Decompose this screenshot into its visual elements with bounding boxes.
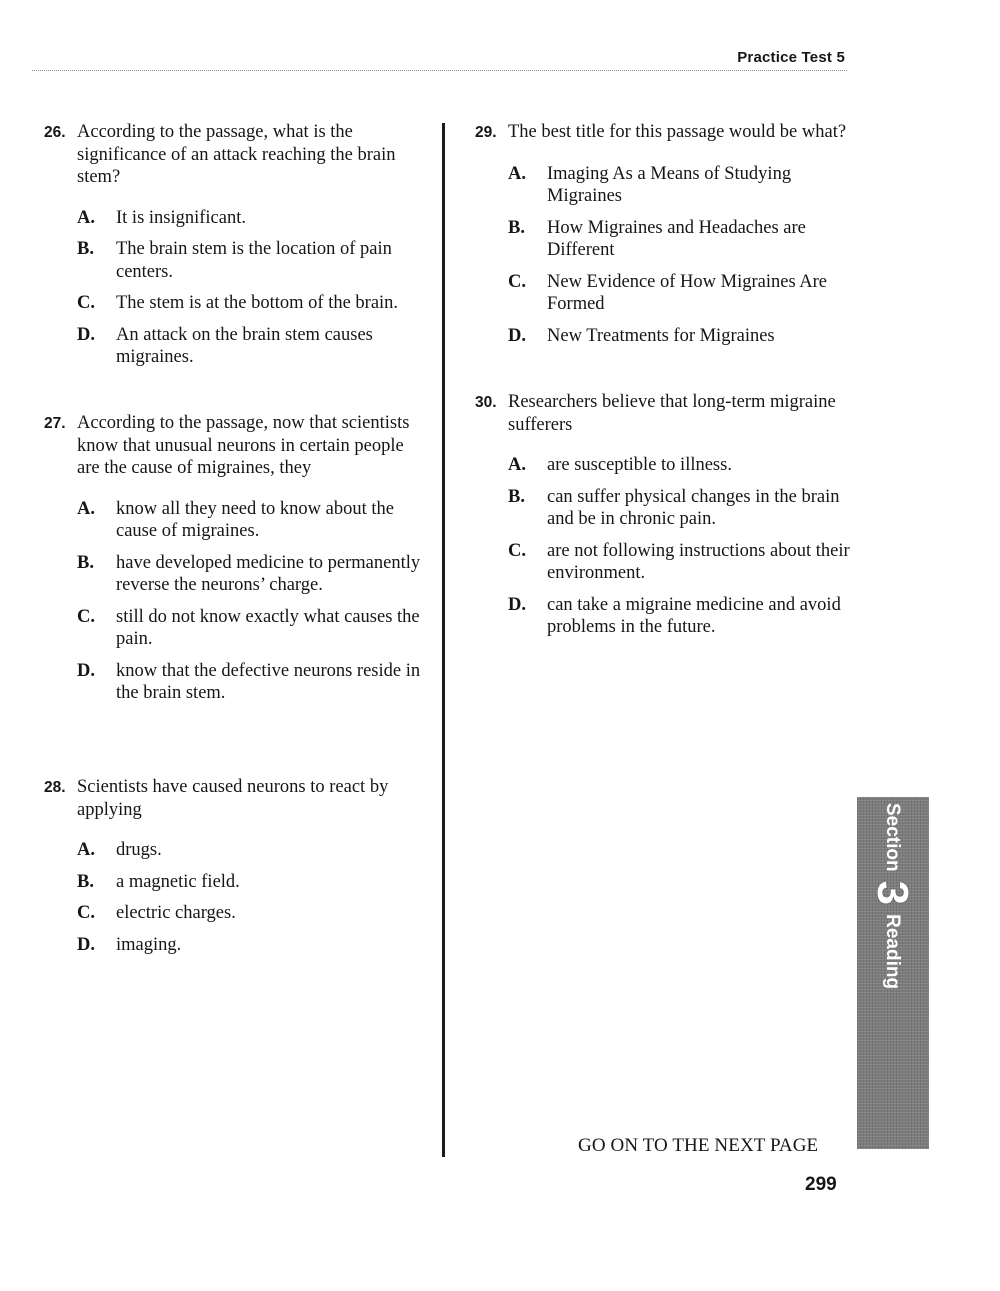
option-text: New Evidence of How Migraines Are Formed [547,271,827,314]
answer-option-d [508,325,855,348]
option-text: Imaging As a Means of Studying Migraines [547,163,792,206]
option-text: An attack on the brain stem causes migraines. [116,324,373,367]
answer-option-a [77,839,424,862]
answer-options [475,454,855,639]
option-text: drugs. [116,840,162,860]
option-letter: A. [77,207,95,228]
question-stem: Researchers believe that long-term migraine sufferers [508,392,836,435]
section-tab [857,797,929,1149]
question-29 [475,121,855,356]
option-text: are not following instructions about their environment. [547,540,850,583]
option-letter: B. [77,871,94,892]
answer-option-a [77,207,424,230]
answer-options [44,207,424,369]
answer-option-b [77,238,424,283]
question-number: 30. [475,394,497,411]
option-letter: D. [508,594,526,615]
option-letter: D. [77,934,95,955]
answer-option-a [77,498,424,543]
answer-options [44,839,424,956]
question-30 [475,391,855,648]
option-letter: A. [77,498,95,519]
option-letter: C. [508,540,526,561]
section-number: 3 [868,880,917,906]
option-letter: C. [508,271,526,292]
question-28 [44,776,424,965]
answer-option-c [77,292,424,315]
answer-option-b [77,871,424,894]
answer-option-a [508,454,855,477]
question-number: 27. [44,415,66,432]
question-stem: Scientists have caused neurons to react by applying [77,777,389,820]
question-26 [44,121,424,378]
option-text: still do not know exactly what causes the pain. [116,606,420,649]
question-stem: The best title for this passage would be what? [508,122,847,142]
answer-option-d [77,660,424,705]
section-word: Section [882,803,903,872]
option-text: know all they need to know about the cause of migraines. [116,498,394,541]
option-text: can take a migraine medicine and avoid problems in the future. [547,594,841,637]
answer-option-d [77,324,424,369]
option-letter: C. [77,606,95,627]
option-text: a magnetic field. [116,871,240,892]
running-header-title: Practice Test 5 [737,49,845,66]
answer-option-b [508,217,855,262]
header-divider [32,70,847,71]
option-text: are susceptible to illness. [547,455,732,475]
go-on-next-page-notice: GO ON TO THE NEXT PAGE [578,1135,819,1156]
option-letter: A. [508,163,526,184]
option-text: know that the defective neurons reside in the brain stem. [116,660,421,703]
option-text: have developed medicine to permanently reverse the neurons’ charge. [116,552,421,595]
option-text: imaging. [116,934,182,955]
option-letter: D. [77,324,95,345]
option-text: New Treatments for Migraines [547,325,775,346]
answer-option-b [508,486,855,531]
option-text: electric charges. [116,903,236,923]
option-letter: D. [508,325,526,346]
option-text: It is insignificant. [116,207,246,228]
option-letter: B. [77,239,94,259]
answer-option-c [77,606,424,651]
section-name: Reading [882,914,903,990]
option-text: How Migraines and Headaches are Different [547,217,806,260]
answer-option-d [508,594,855,639]
answer-option-a [508,163,855,208]
option-letter: B. [508,486,525,507]
answer-option-c [77,902,424,925]
question-stem: According to the passage, now that scientists know that unusual neurons in certain people are the cause of migraines, they [77,413,410,478]
option-text: can suffer physical changes in the brain and be in chronic pain. [547,486,840,529]
question-number: 28. [44,779,66,796]
option-letter: B. [508,217,525,238]
question-number: 29. [475,124,497,141]
option-letter: A. [77,840,95,860]
question-27 [44,412,424,714]
answer-option-b [77,552,424,597]
option-text: The stem is at the bottom of the brain. [116,293,399,313]
column-divider [442,123,445,1157]
option-letter: C. [77,903,95,923]
answer-options [475,163,855,348]
option-text: The brain stem is the location of pain centers. [116,239,392,282]
answer-option-c [508,540,855,585]
question-stem: According to the passage, what is the significance of an attack reaching the brain stem? [77,122,396,187]
option-letter: C. [77,293,95,313]
option-letter: D. [77,660,95,681]
option-letter: B. [77,552,94,573]
answer-option-c [508,271,855,316]
page-number: 299 [805,1174,837,1195]
answer-option-d [77,934,424,957]
question-number: 26. [44,124,66,141]
answer-options [44,498,424,705]
section-tab-label [868,803,917,990]
option-letter: A. [508,455,526,475]
